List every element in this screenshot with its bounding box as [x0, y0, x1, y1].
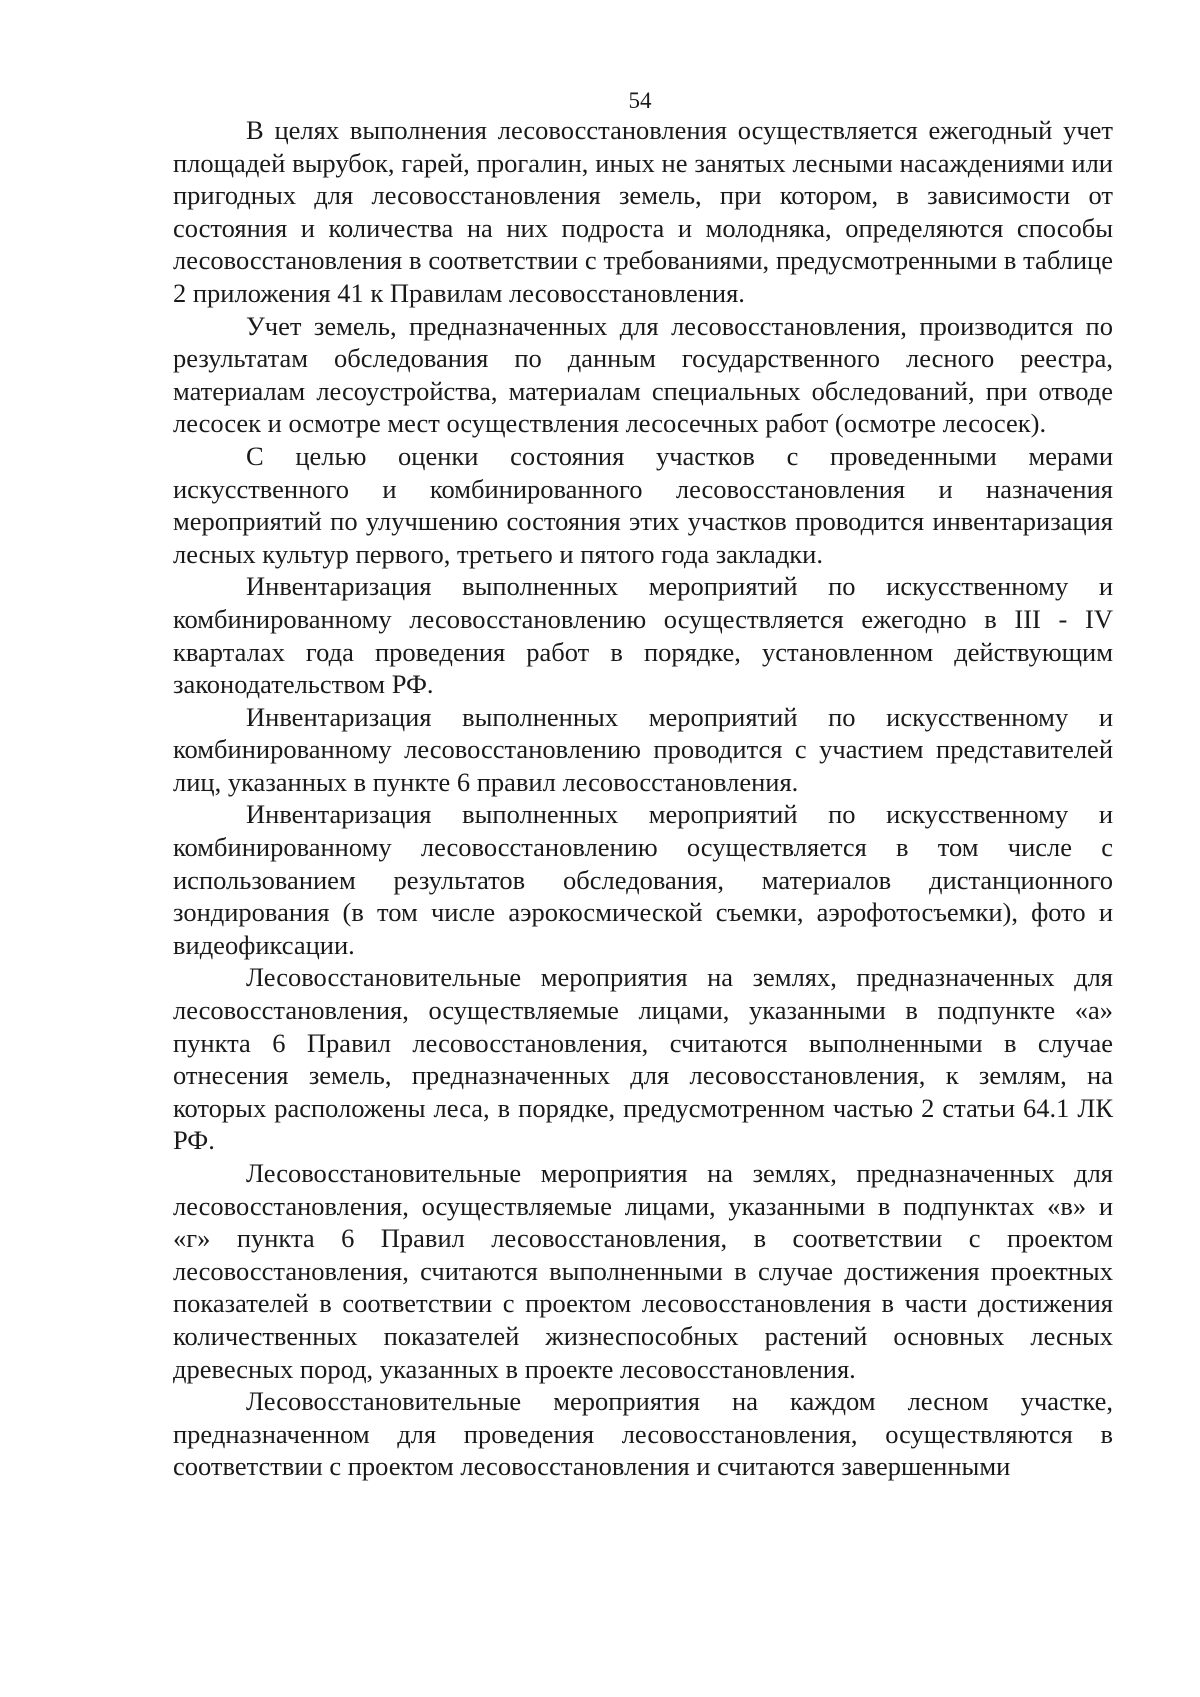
paragraph-4: Инвентаризация выполненных мероприятий по искусственному и комбинированному лесовосстановлению осуществляется ежегодно в III - IV кварталах года проведения работ в порядке, установленном действующим законодательством РФ. — [173, 571, 1113, 700]
body-text — [173, 114, 1113, 1483]
paragraph-8: Лесовосстановительные мероприятия на землях, предназначенных для лесовосстановления, осуществляемые лицами, указанными в подпунктах «в» и «г» пункта 6 Правил лесовосстановления, в соответствии с проектом лесовосстановления, считаются выполненными в случае достижения проектных показателей в соответствии с проектом лесовосстановления в части достижения количественных показателей жизнеспособных растений основных лесных древесных пород, указанных в проекте лесовосстановления. — [173, 1158, 1113, 1384]
paragraph-7: Лесовосстановительные мероприятия на землях, предназначенных для лесовосстановления, осуществляемые лицами, указанными в подпункте «а» пункта 6 Правил лесовосстановления, считаются выполненными в случае отнесения земель, предназначенных для лесовосстановления, к землям, на которых расположены леса, в порядке, предусмотренном частью 2 статьи 64.1 ЛК РФ. — [173, 962, 1113, 1156]
page-number: 54 — [628, 88, 652, 113]
paragraph-1: В целях выполнения лесовосстановления осуществляется ежегодный учет площадей вырубок, гарей, прогалин, иных не занятых лесными насаждениями или пригодных для лесовосстановления земель, при котором, в зависимости от состояния и количества на них подроста и молодняка, определяются способы лесовосстановления в соответствии с требованиями, предусмотренными в таблице 2 приложения 41 к Правилам лесовосстановления. — [173, 115, 1113, 308]
paragraph-6: Инвентаризация выполненных мероприятий по искусственному и комбинированному лесовосстановлению осуществляется в том числе с использованием результатов обследования, материалов дистанционного зондирования (в том числе аэрокосмической съемки, аэрофотосъемки), фото и видеофиксации. — [173, 799, 1113, 960]
paragraph-9: Лесовосстановительные мероприятия на каждом лесном участке, предназначенном для проведения лесовосстановления, осуществляются в соответствии с проектом лесовосстановления и считаются завершенными — [173, 1386, 1113, 1482]
paragraph-3: С целью оценки состояния участков с проведенными мерами искусственного и комбинированного лесовосстановления и назначения мероприятий по улучшению состояния этих участков проводится инвентаризация лесных культур первого, третьего и пятого года закладки. — [173, 440, 1113, 569]
paragraph-2: Учет земель, предназначенных для лесовосстановления, производится по результатам обследования по данным государственного лесного реестра, материалам лесоустройства, материалам специальных обследований, при отводе лесосек и осмотре мест осуществления лесосечных работ (осмотре лесосек). — [173, 310, 1113, 439]
paragraph-5: Инвентаризация выполненных мероприятий по искусственному и комбинированному лесовосстановлению проводится с участием представителей лиц, указанных в пункте 6 правил лесовосстановления. — [173, 701, 1113, 797]
